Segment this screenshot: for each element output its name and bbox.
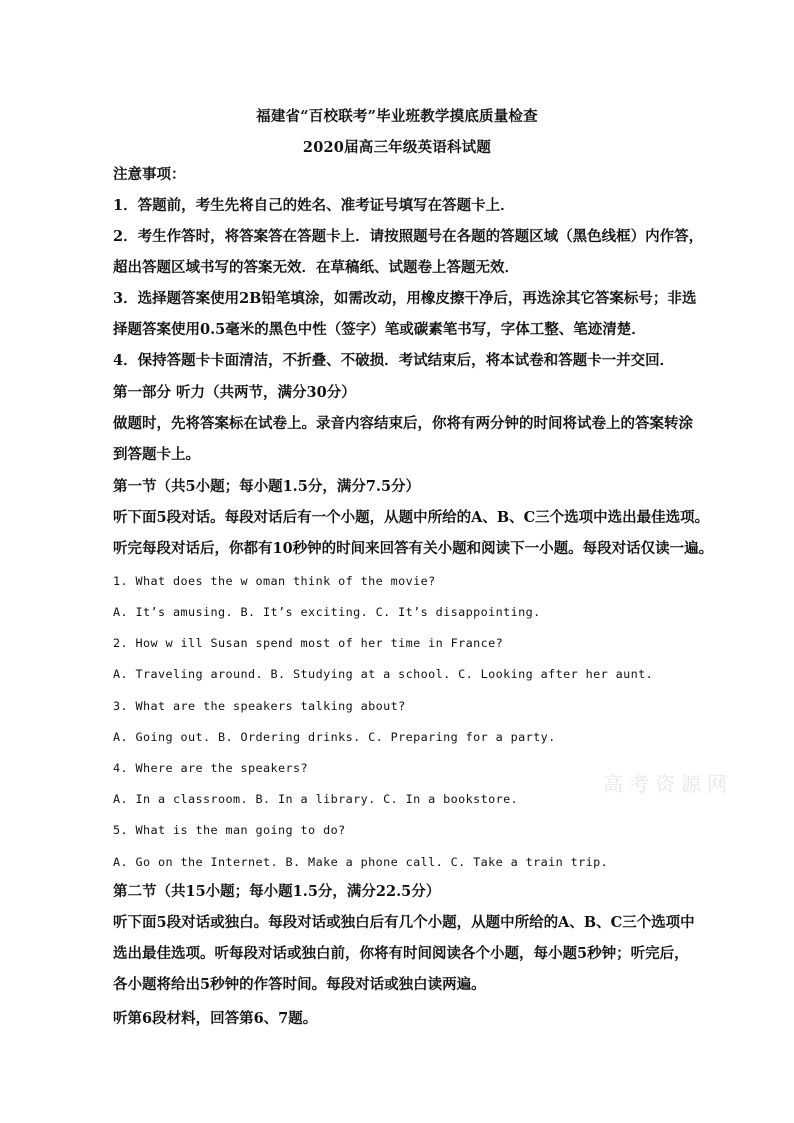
section2-heading: 第二节（共15小题；每小题1.5分，满分22.5分） (113, 883, 441, 900)
part1-heading: 第一部分 听力（共两节，满分30分） (113, 384, 356, 401)
part1-intro-line2: 到答题卡上。 (113, 446, 200, 463)
question-3: 3. What are the speakers talking about? (113, 699, 406, 713)
question-2: 2. How w ill Susan spend most of her time in France? (113, 636, 504, 650)
note-item-2-line2: 超出答题区域书写的答案无效．在草稿纸、试题卷上答题无效． (113, 259, 519, 276)
note-item-3-line2: 择题答案使用0.5毫米的黑色中性（签字）笔或碳素笔书写，字体工整、笔迹清楚． (113, 321, 646, 338)
question-4-options: A. In a classroom. B. In a library. C. In a bookstore. (113, 792, 519, 806)
notes-heading: 注意事项： (113, 166, 186, 183)
question-1-options: A. It’s amusing. B. It’s exciting. C. It’s disappointing. (113, 605, 541, 619)
note-item-4: 4．保持答题卡卡面清洁，不折叠、不破损．考试结束后，将本试卷和答题卡一并交回． (113, 352, 675, 369)
section1-instructions-line1: 听下面5段对话。每段对话后有一个小题，从题中所给的A、B、C三个选项中选出最佳选项。 (113, 509, 710, 526)
material-6-instruction: 听第6段材料，回答第6、7题。 (113, 1010, 318, 1027)
section2-instructions-line2: 选出最佳选项。听每段对话或独白前，你将有时间阅读各个小题，每小题5秒钟；听完后， (113, 945, 689, 962)
note-item-2-line1: 2．考生作答时，将答案答在答题卡上．请按照题号在各题的答题区域（黑色线框）内作答， (113, 228, 704, 245)
exam-title: 福建省“百校联考”毕业班教学摸底质量检查 (256, 108, 538, 125)
note-item-3-line1: 3．选择题答案使用2B铅笔填涂，如需改动，用橡皮擦干净后，再选涂其它答案标号；非选 (113, 290, 697, 307)
note-item-1: 1．答题前，考生先将自己的姓名、准考证号填写在答题卡上． (113, 197, 515, 214)
part1-intro-line1: 做题时，先将答案标在试卷上。录音内容结束后，你将有两分钟的时间将试卷上的答案转涂 (113, 415, 693, 432)
question-1: 1. What does the w oman think of the movie? (113, 574, 436, 588)
question-3-options: A. Going out. B. Ordering drinks. C. Preparing for a party. (113, 730, 556, 744)
section2-instructions-line1: 听下面5段对话或独白。每段对话或独白后有几个小题，从题中所给的A、B、C三个选项中 (113, 914, 695, 931)
section1-heading: 第一节（共5小题；每小题1.5分，满分7.5分） (113, 478, 421, 495)
exam-subtitle: 2020届高三年级英语科试题 (302, 139, 492, 156)
section2-instructions-line3: 各小题将给出5秒钟的作答时间。每段对话或独白读两遍。 (113, 976, 486, 993)
question-5-options: A. Go on the Internet. B. Make a phone call. C. Take a train trip. (113, 855, 609, 869)
question-4: 4. Where are the speakers? (113, 761, 309, 775)
watermark-text: 高考资源网 (603, 772, 733, 796)
question-5: 5. What is the man going to do? (113, 823, 346, 837)
question-2-options: A. Traveling around. B. Studying at a school. C. Looking after her aunt. (113, 667, 654, 681)
section1-instructions-line2: 听完每段对话后，你都有10秒钟的时间来回答有关小题和阅读下一小题。每段对话仅读一遍。 (113, 540, 714, 557)
